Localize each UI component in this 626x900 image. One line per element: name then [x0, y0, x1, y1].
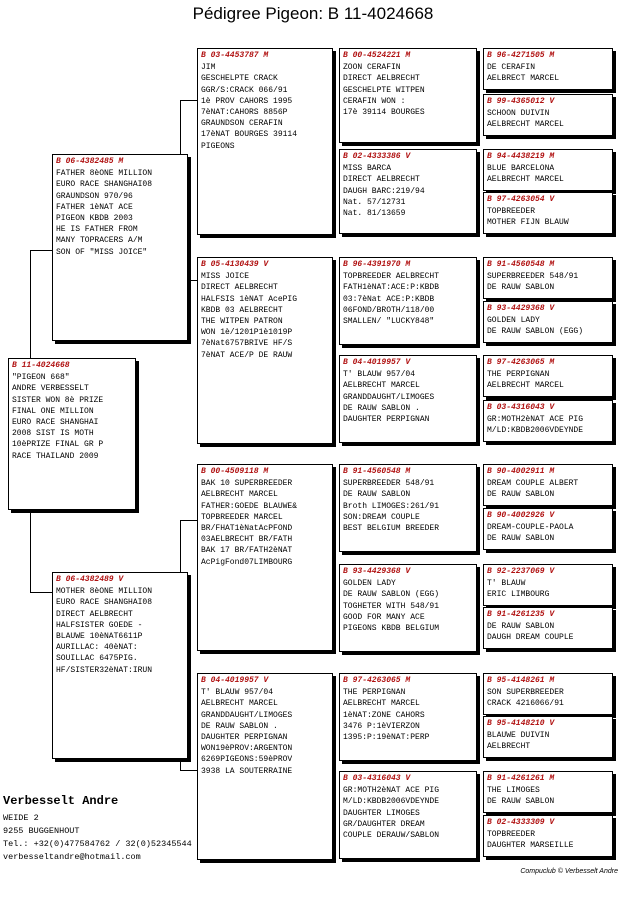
pigeon-info: TOPBREEDER DAUGHTER MARSEILLE	[487, 830, 574, 851]
ring-number: B 04-4019957 V	[343, 358, 411, 367]
pigeon-card-sire[interactable]	[52, 154, 188, 341]
pigeon-card-dam-dam[interactable]	[197, 673, 333, 860]
ring-number: B 03-4316043 V	[343, 774, 411, 783]
pigeon-info: T' BLAUW 957/04 AELBRECHT MARCEL GRANDDAUGHT/LIMOGES DE RAUW SABLON . DAUGHTER PERPIGNAN WON19èPROV:ARGENTON 6269PIGEONS:59èPROV 3938 LA SOUTERRAINE	[201, 688, 293, 776]
pigeon-info: DREAM COUPLE ALBERT DE RAUW SABLON	[487, 479, 579, 500]
pigeon-info: THE PERPIGNAN AELBRECHT MARCEL	[487, 370, 564, 391]
ring-number: B 95-4148210 V	[487, 719, 555, 728]
pigeon-card-gen5[interactable]	[483, 94, 613, 136]
pigeon-info: GOLDEN LADY DE RAUW SABLON (EGG)	[487, 316, 584, 337]
pigeon-card-gen4[interactable]	[339, 464, 477, 552]
pigeon-card-gen5[interactable]	[483, 771, 613, 813]
pigeon-info: DE RAUW SABLON DAUGH DREAM COUPLE	[487, 622, 574, 643]
ring-number: B 02-4333309 V	[487, 818, 555, 827]
pigeon-info: SUPERBREEDER 548/91 DE RAUW SABLON Broth LIMOGES:261/91 SON:DREAM COUPLE BEST BELGIUM BREEDER	[343, 479, 440, 534]
page-title: Pédigree Pigeon: B 11-4024668	[192, 4, 434, 23]
breeder-email[interactable]: verbesseltandre@hotmail.com	[3, 852, 141, 862]
pigeon-info: MISS BARCA DIRECT AELBRECHT DAUGH BARC:219/94 Nat. 57/12731 Nat. 81/13659	[343, 164, 425, 219]
pigeon-card-subject[interactable]	[8, 358, 136, 510]
ring-number: B 11-4024668	[12, 361, 70, 370]
ring-number: B 05-4130439 V	[201, 260, 269, 269]
pigeon-info: SON SUPERBREEDER CRACK 4216066/91	[487, 688, 564, 709]
ring-number: B 95-4148261 M	[487, 676, 555, 685]
ring-number: B 91-4560548 M	[343, 467, 411, 476]
pigeon-info: T' BLAUW ERIC LIMBOURG	[487, 579, 550, 600]
pigeon-card-gen5[interactable]	[483, 149, 613, 191]
pigeon-card-gen4[interactable]	[339, 771, 477, 859]
pigeon-info: TOPBREEDER MOTHER FIJN BLAUW	[487, 207, 569, 228]
pigeon-card-gen5[interactable]	[483, 673, 613, 715]
pigeon-info: MISS JOICE DIRECT AELBRECHT HALFSIS 1èNAT AcePIG KBDB 03 AELBRECHT THE WITPEN PATRON WON 1è/1201P1è1019P 7èNat6757BRIVE HF/S 7èNAT ACE/P DE RAUW	[201, 272, 298, 360]
pigeon-info: THE LIMOGES DE RAUW SABLON	[487, 786, 555, 807]
ring-number: B 03-4453787 M	[201, 51, 269, 60]
pigeon-card-gen5[interactable]	[483, 355, 613, 397]
connector-line	[30, 250, 31, 360]
pigeon-card-gen5[interactable]	[483, 607, 613, 649]
pigeon-card-gen5[interactable]	[483, 48, 613, 90]
ring-number: B 00-4524221 M	[343, 51, 411, 60]
pigeon-info: GR:MOTH2èNAT ACE PIG M/LD:KBDB2006VDEYNDE DAUGHTER LIMOGES GR/DAUGHTER DREAM COUPLE DERAUW/SABLON	[343, 786, 440, 841]
breeder-info	[3, 794, 192, 864]
pigeon-info: BLAUWE DUIVIN AELBRECHT	[487, 731, 550, 752]
breeder-city: 9255 BUGGENHOUT	[3, 826, 80, 836]
pigeon-card-gen5[interactable]	[483, 508, 613, 550]
connector-line	[30, 510, 31, 592]
pigeon-info: DE CERAFIN AELBRECT MARCEL	[487, 63, 560, 84]
connector-line	[180, 100, 197, 101]
pigeon-info: SUPERBREEDER 548/91 DE RAUW SABLON	[487, 272, 579, 293]
pigeon-card-sire-sire[interactable]	[197, 48, 333, 235]
pigeon-card-gen5[interactable]	[483, 400, 613, 442]
pigeon-info: MOTHER 8èONE MILLION EURO RACE SHANGHAI08 DIRECT AELBRECHT HALFSISTER GOEDE - BLAUWE 10èNAT6611P AURILLAC: 40èNAT: SOUILLAC 6475PIG. HF/SISTER32èNAT:IRUN	[56, 587, 153, 675]
pigeon-card-dam[interactable]	[52, 572, 188, 759]
pigeon-info: THE PERPIGNAN AELBRECHT MARCEL 1èNAT:ZONE CAHORS 3476 P:1èVIERZON 1395:P:19èNAT:PERP	[343, 688, 430, 743]
pigeon-card-gen4[interactable]	[339, 355, 477, 443]
pigeon-info: JIM GESCHELPTE CRACK GGR/S:CRACK 066/91 1è PROV CAHORS 1995 7èNAT:CAHORS 8856P GRAUNDSON CERAFIN 17èNAT BOURGES 39114 PIGEONS	[201, 63, 298, 151]
ring-number: B 99-4365012 V	[487, 97, 555, 106]
pigeon-card-gen5[interactable]	[483, 192, 613, 234]
ring-number: B 03-4316043 V	[487, 403, 555, 412]
pigeon-card-gen5[interactable]	[483, 716, 613, 758]
pigeon-info: T' BLAUW 957/04 AELBRECHT MARCEL GRANDDAUGHT/LIMOGES DE RAUW SABLON . DAUGHTER PERPIGNAN	[343, 370, 435, 425]
ring-number: B 94-4438219 M	[487, 152, 555, 161]
pigeon-card-gen5[interactable]	[483, 815, 613, 857]
pigeon-card-dam-sire[interactable]	[197, 464, 333, 651]
ring-number: B 91-4261261 M	[487, 774, 555, 783]
breeder-phone: Tel.: +32(0)477584762 / 32(0)52345544	[3, 839, 192, 849]
pigeon-card-sire-dam[interactable]	[197, 257, 333, 444]
pigeon-info: "PIGEON 668" ANDRE VERBESSELT SISTER WON 8è PRIZE FINAL ONE MILLION EURO RACE SHANGHAI 2008 SIST IS MOTH 10èPRIZE FINAL GR P RACE THAILAND 2009	[12, 373, 104, 461]
pigeon-card-gen4[interactable]	[339, 673, 477, 761]
ring-number: B 93-4429368 V	[343, 567, 411, 576]
ring-number: B 92-2237069 V	[487, 567, 555, 576]
pigeon-info: SCHOON DUIVIN AELBRECHT MARCEL	[487, 109, 564, 130]
connector-line	[180, 770, 197, 771]
pigeon-info: BLUE BARCELONA AELBRECHT MARCEL	[487, 164, 564, 185]
pigeon-card-gen4[interactable]	[339, 564, 477, 652]
breeder-name: Verbesselt Andre	[3, 794, 119, 808]
footer-credit: Compuclub © Verbesselt Andre	[520, 868, 618, 875]
ring-number: B 96-4391970 M	[343, 260, 411, 269]
pigeon-card-gen4[interactable]	[339, 48, 477, 143]
ring-number: B 97-4263065 M	[343, 676, 411, 685]
pigeon-card-gen4[interactable]	[339, 257, 477, 345]
ring-number: B 97-4263065 M	[487, 358, 555, 367]
ring-number: B 00-4509118 M	[201, 467, 269, 476]
connector-line	[180, 520, 197, 521]
ring-number: B 91-4560548 M	[487, 260, 555, 269]
pigeon-card-gen5[interactable]	[483, 464, 613, 506]
pigeon-info: FATHER 8èONE MILLION EURO RACE SHANGHAI08 GRAUNDSON 970/96 FATHER 1èNAT ACE PIGEON KBDB 2003 HE IS FATHER FROM MANY TOPRACERS A/M SON OF "MISS JOICE"	[56, 169, 153, 257]
ring-number: B 04-4019957 V	[201, 676, 269, 685]
ring-number: B 91-4261235 V	[487, 610, 555, 619]
pigeon-card-gen4[interactable]	[339, 149, 477, 234]
pigeon-card-gen5[interactable]	[483, 564, 613, 606]
ring-number: B 90-4002911 M	[487, 467, 555, 476]
ring-number: B 06-4382485 M	[56, 157, 124, 166]
pigeon-info: ZOON CERAFIN DIRECT AELBRECHT GESCHELPTE WITPEN CERAFIN WON : 17è 39114 BOURGES	[343, 63, 425, 118]
breeder-street: WEIDE 2	[3, 813, 39, 823]
pigeon-info: GOLDEN LADY DE RAUW SABLON (EGG) TOGHETER WITH 548/91 GOOD FOR MANY ACE PIGEONS KBDB BELGIUM	[343, 579, 440, 634]
ring-number: B 90-4002926 V	[487, 511, 555, 520]
ring-number: B 02-4333386 V	[343, 152, 411, 161]
pigeon-info: DREAM-COUPLE-PAOLA DE RAUW SABLON	[487, 523, 574, 544]
ring-number: B 96-4271505 M	[487, 51, 555, 60]
ring-number: B 97-4263054 V	[487, 195, 555, 204]
pigeon-info: TOPBREEDER AELBRECHT FATH1èNAT:ACE:P:KBDB 03:7èNat ACE:P:KBDB 06FOND/BROTH/118/00 SMALLEN/ "LUCKY848"	[343, 272, 440, 327]
pigeon-card-gen5[interactable]	[483, 257, 613, 299]
pigeon-card-gen5[interactable]	[483, 301, 613, 343]
pigeon-info: BAK 10 SUPERBREEDER AELBRECHT MARCEL FATHER:GOEDE BLAUWE& TOPBREEDER MARCEL BR/FHAT1èNatAcPFOND 03AELBRECHT BR/FATH BAK 17 BR/FATH2èNAT AcPigFond07LIMBOURG	[201, 479, 298, 567]
pigeon-info: GR:MOTH2èNAT ACE PIG M/LD:KBDB2006VDEYNDE	[487, 415, 584, 436]
ring-number: B 93-4429368 V	[487, 304, 555, 313]
ring-number: B 06-4382489 V	[56, 575, 124, 584]
